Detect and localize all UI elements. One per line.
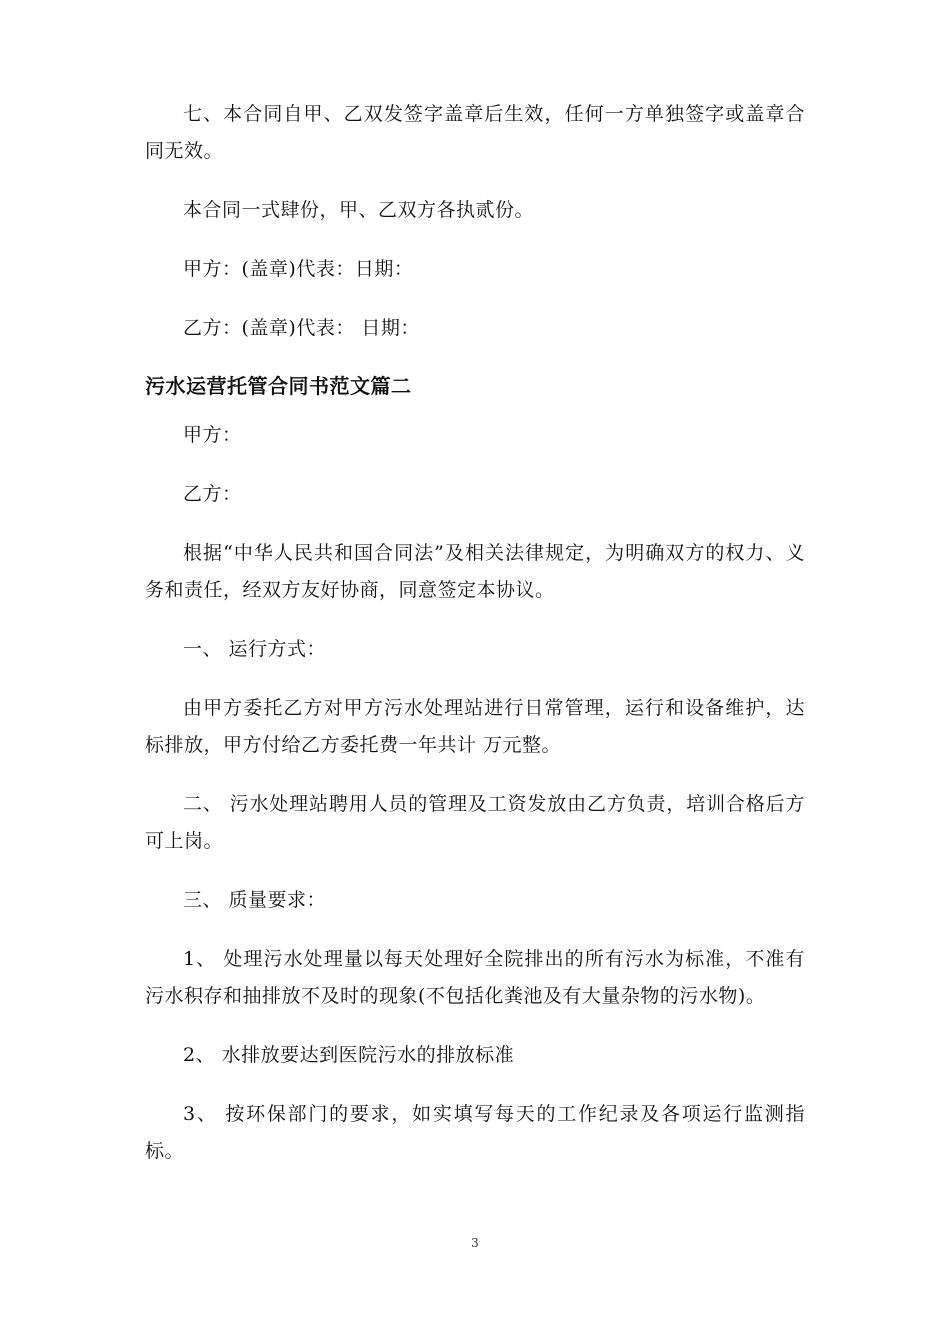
paragraph-copies: 本合同一式肆份，甲、乙双方各执贰份。 xyxy=(183,199,535,221)
paragraph-staff-management: 二、 污水处理站聘用人员的管理及工资发放由乙方负责，培训合格后方可上岗。 xyxy=(145,793,805,852)
paragraph-preamble: 根据“中华人民共和国合同法”及相关法律规定，为明确双方的权力、义务和责任，经双方友好协商，同意签定本协议。 xyxy=(145,542,805,601)
paragraph-party-b: 乙方： xyxy=(183,483,242,505)
paragraph-clause-seven: 七、本合同自甲、乙双发签字盖章后生效，任何一方单独签字或盖章合同无效。 xyxy=(145,103,805,162)
paragraph-party-b-signature: 乙方：(盖章)代表： 日期： xyxy=(183,317,420,339)
paragraph-quality-item-3: 3、 按环保部门的要求，如实填写每天的工作纪录及各项运行监测指标。 xyxy=(145,1103,805,1162)
section-title: 污水运营托管合同书范文篇二 xyxy=(145,374,412,398)
paragraph-party-a-signature: 甲方：(盖章)代表：日期： xyxy=(183,258,414,280)
paragraph-party-a: 甲方： xyxy=(183,424,242,446)
paragraph-quality-title: 三、 质量要求： xyxy=(183,889,327,911)
paragraph-operation-mode-title: 一、 运行方式： xyxy=(183,638,327,660)
paragraph-quality-item-1: 1、 处理污水处理量以每天处理好全院排出的所有污水为标准，不准有污水积存和抽排放不及时的现象(不包括化粪池及有大量杂物的污水物)。 xyxy=(145,948,805,1007)
page-number: 3 xyxy=(471,1236,479,1250)
paragraph-operation-mode: 由甲方委托乙方对甲方污水处理站进行日常管理，运行和设备维护，达标排放，甲方付给乙方委托费一年共计 万元整。 xyxy=(145,697,805,756)
paragraph-quality-item-2: 2、 水排放要达到医院污水的排放标准 xyxy=(183,1044,515,1066)
document-body xyxy=(145,96,805,1192)
